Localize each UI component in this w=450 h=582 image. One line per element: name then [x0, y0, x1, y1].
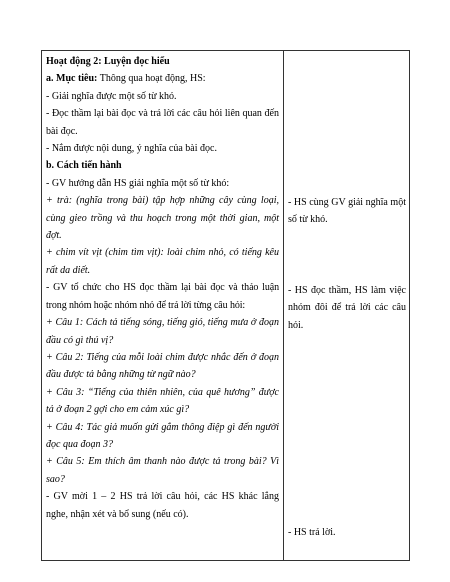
step-answer: - GV mời 1 – 2 HS trả lời câu hỏi, các HS khác lắng nghe, nhận xét và bổ sung (nếu có).: [46, 491, 279, 520]
student-response: - HS trả lời.: [288, 527, 336, 538]
goal-line: [46, 70, 279, 87]
question-item: + Câu 5: Em thích âm thanh nào được tả trong bài? Vì sao?: [46, 456, 279, 485]
goal-item: - Đọc thầm lại bài đọc và trả lời các câu hỏi liên quan đến bài đọc.: [46, 108, 279, 137]
column-divider: [283, 51, 284, 560]
lesson-table: [41, 50, 410, 561]
step-reading-intro: - GV tổ chức cho HS đọc thầm lại bài đọc và thảo luận trong nhóm hoặc nhóm nhỏ để trả lời từng câu hỏi:: [46, 282, 279, 311]
vocab-item: + chim vít vịt (chim tìm vịt): loài chim nhỏ, có tiếng kêu rất da diết.: [46, 247, 279, 276]
activity-heading: Hoạt động 2: Luyện đọc hiểu: [46, 56, 170, 67]
goal-item: - Nắm được nội dung, ý nghĩa của bài đọc.: [46, 143, 217, 155]
goal-label: a. Mục tiêu:: [46, 73, 98, 85]
question-item: + Câu 4: Tác giả muốn gửi gắm thông điệp gì đến người đọc qua đoạn 3?: [46, 421, 279, 450]
goal-item: - Giải nghĩa được một số từ khó.: [46, 90, 177, 102]
question-item: + Câu 1: Cách tả tiếng sóng, tiếng gió, tiếng mưa ở đoạn đầu có gì thú vị?: [46, 317, 279, 346]
goal-text: Thông qua hoạt động, HS:: [97, 73, 206, 85]
question-item: + Câu 3: “Tiếng của thiên nhiên, của quê hương” được tả ở đoạn 2 gợi cho em cảm xúc gì?: [46, 386, 279, 416]
question-item: + Câu 2: Tiếng của mỗi loài chim được nhắc đến ở đoạn đầu được tả bằng những từ ngữ nào?: [46, 351, 279, 381]
student-response: - HS cùng GV giải nghĩa một số từ khó.: [288, 197, 406, 226]
student-response: - HS đọc thầm, HS làm việc nhóm đôi để trả lời các câu hỏi.: [288, 285, 406, 331]
method-heading: b. Cách tiến hành: [46, 160, 122, 172]
vocab-item: + trà: (nghĩa trong bài) tập hợp những cây cùng loại, cùng gieo trồng và thu hoạch trong một thời gian, một đợt.: [46, 195, 279, 242]
step-vocab-intro: - GV hướng dẫn HS giải nghĩa một số từ khó:: [46, 177, 230, 189]
teacher-activities-column: [46, 53, 279, 523]
